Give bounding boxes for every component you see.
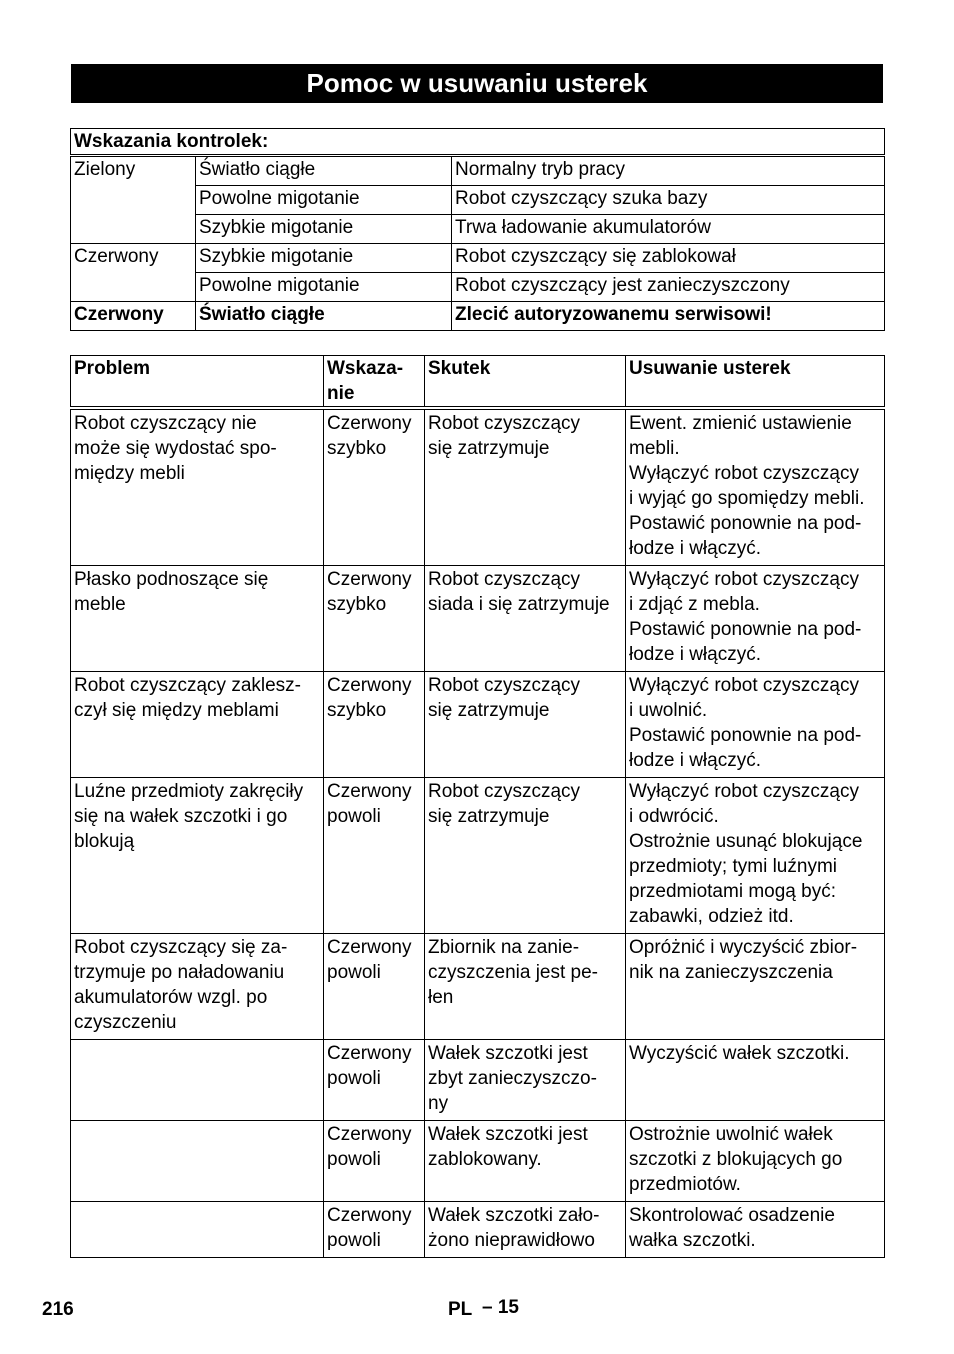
indicator-row — [71, 302, 885, 331]
cell-problem: Robot czyszczący nie może się wydostać spo- między mebli — [71, 408, 324, 566]
cell-remedy: Wyłączyć robot czyszczący i uwolnić. Postawić ponownie na pod- łodze i włączyć. — [626, 672, 885, 778]
indicator-table — [70, 128, 885, 331]
cell-remedy: Ewent. zmienić ustawienie mebli. Wyłączyć robot czyszczący i wyjąć go spomiędzy mebli. Postawić ponownie na pod- łodze i włączyć. — [626, 408, 885, 566]
cell-problem: Płasko podnoszące się meble — [71, 566, 324, 672]
language-code: PL — [448, 1299, 473, 1320]
table-row — [71, 778, 885, 934]
column-header-problem: Problem — [71, 356, 324, 409]
indicator-meaning: Robot czyszczący się zablokował — [452, 244, 885, 273]
table-row — [71, 1202, 885, 1258]
table-row — [71, 672, 885, 778]
problem-table-header — [71, 356, 885, 409]
cell-remedy: Skontrolować osadzenie wałka szczotki. — [626, 1202, 885, 1258]
cell-indication: Czerwony powoli — [324, 778, 425, 934]
table-row — [71, 408, 885, 566]
page-title: Pomoc w usuwaniu usterek — [71, 64, 883, 103]
table-row — [71, 1040, 885, 1121]
indicator-signal: Szybkie migotanie — [196, 244, 452, 273]
cell-problem — [71, 1202, 324, 1258]
indicator-signal: Szybkie migotanie — [196, 215, 452, 244]
section-page: – 15 — [482, 1297, 519, 1318]
indicator-meaning: Normalny tryb pracy — [452, 156, 885, 186]
cell-effect: Robot czyszczący się zatrzymuje — [425, 778, 626, 934]
cell-remedy: Ostrożnie uwolnić wałek szczotki z blokujących go przedmiotów. — [626, 1121, 885, 1202]
cell-effect: Wałek szczotki jest zbyt zanieczyszczo- ny — [425, 1040, 626, 1121]
column-header-indication: Wskaza- nie — [324, 356, 425, 409]
cell-indication: Czerwony szybko — [324, 672, 425, 778]
indicator-signal: Powolne migotanie — [196, 186, 452, 215]
cell-effect: Zbiornik na zanie- czyszczenia jest pe- łen — [425, 934, 626, 1040]
cell-problem — [71, 1121, 324, 1202]
indicator-table-header: Wskazania kontrolek: — [71, 129, 885, 156]
indicator-signal: Światło ciągłe — [196, 156, 452, 186]
cell-indication: Czerwony powoli — [324, 1202, 425, 1258]
indicator-signal: Światło ciągłe — [196, 302, 452, 331]
indicator-row — [71, 156, 885, 186]
cell-problem: Luźne przedmioty zakręciły się na wałek szczotki i go blokują — [71, 778, 324, 934]
cell-problem: Robot czyszczący się za- trzymuje po naładowaniu akumulatorów wzgl. po czyszczeniu — [71, 934, 324, 1040]
cell-indication: Czerwony powoli — [324, 1040, 425, 1121]
cell-indication: Czerwony szybko — [324, 566, 425, 672]
indicator-signal: Powolne migotanie — [196, 273, 452, 302]
cell-indication: Czerwony powoli — [324, 1121, 425, 1202]
table-row — [71, 934, 885, 1040]
cell-effect: Robot czyszczący siada i się zatrzymuje — [425, 566, 626, 672]
cell-effect: Wałek szczotki jest zablokowany. — [425, 1121, 626, 1202]
cell-indication: Czerwony szybko — [324, 408, 425, 566]
indicator-meaning: Zlecić autoryzowanemu serwisowi! — [452, 302, 885, 331]
cell-indication: Czerwony powoli — [324, 934, 425, 1040]
problem-table — [70, 355, 885, 1258]
column-header-effect: Skutek — [425, 356, 626, 409]
table-row — [71, 1121, 885, 1202]
cell-remedy: Opróżnić i wyczyścić zbior- nik na zanieczyszczenia — [626, 934, 885, 1040]
indicator-color: Zielony — [71, 156, 196, 244]
cell-effect: Robot czyszczący się zatrzymuje — [425, 408, 626, 566]
indicator-meaning: Robot czyszczący jest zanieczyszczony — [452, 273, 885, 302]
cell-remedy: Wyłączyć robot czyszczący i zdjąć z mebla. Postawić ponownie na pod- łodze i włączyć. — [626, 566, 885, 672]
cell-remedy: Wyłączyć robot czyszczący i odwrócić. Ostrożnie usunąć blokujące przedmioty; tymi luźnymi przedmiotami mogą być: zabawki, odzież itd. — [626, 778, 885, 934]
table-row — [71, 566, 885, 672]
indicator-row — [71, 244, 885, 273]
cell-effect: Robot czyszczący się zatrzymuje — [425, 672, 626, 778]
cell-problem: Robot czyszczący zaklesz- czył się między meblami — [71, 672, 324, 778]
indicator-color: Czerwony — [71, 244, 196, 302]
cell-effect: Wałek szczotki zało- żono nieprawidłowo — [425, 1202, 626, 1258]
column-header-remedy: Usuwanie usterek — [626, 356, 885, 409]
indicator-meaning: Robot czyszczący szuka bazy — [452, 186, 885, 215]
indicator-color: Czerwony — [71, 302, 196, 331]
indicator-meaning: Trwa ładowanie akumulatorów — [452, 215, 885, 244]
page-number: 216 — [42, 1299, 74, 1320]
cell-problem — [71, 1040, 324, 1121]
cell-remedy: Wyczyścić wałek szczotki. — [626, 1040, 885, 1121]
